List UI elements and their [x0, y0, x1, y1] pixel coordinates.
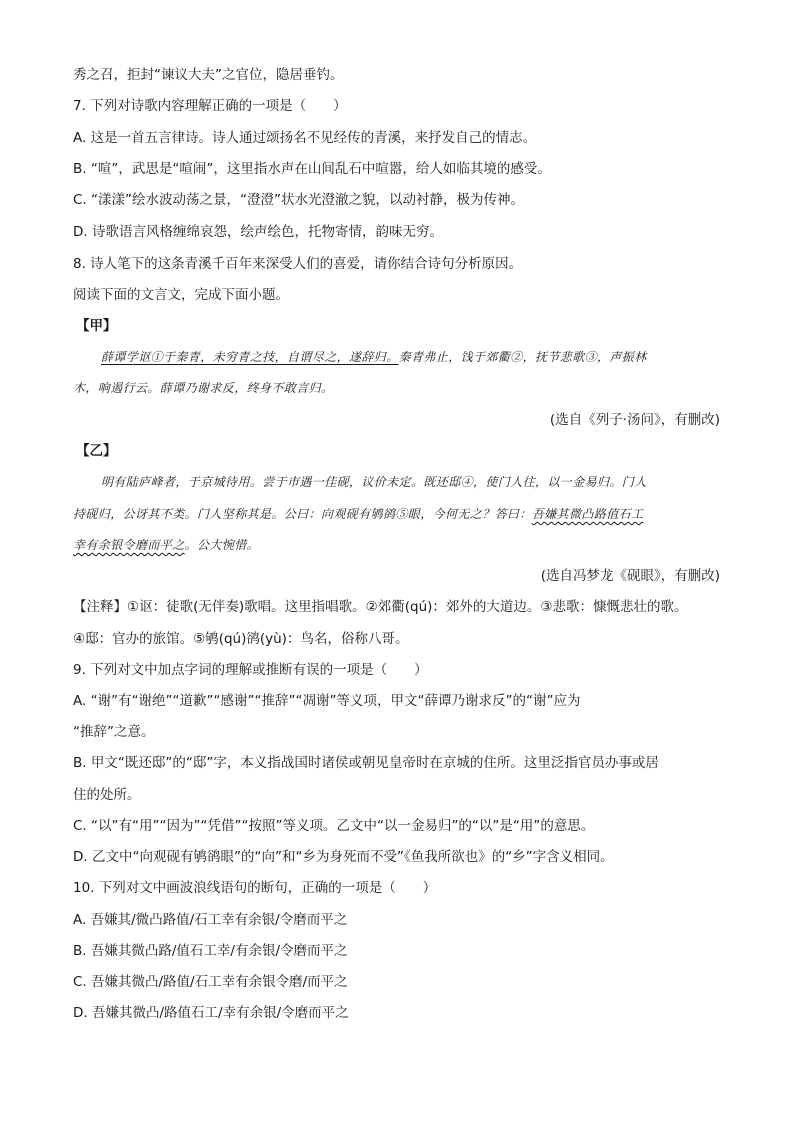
question-9: 9. 下列对文中加点字词的理解或推断有误的一项是（ ）: [73, 662, 428, 678]
option-7d: D. 诗歌语言风格缠绵哀怨，绘声绘色，托物寄情，韵味无穷。: [73, 224, 443, 240]
passage-jia-text: 秦青弗止，饯于郊衢②，抚节悲歌③，声振林: [398, 350, 647, 364]
option-10d: D. 吾嫌其微凸/路值石工/幸有余银/令磨而平之: [73, 1005, 349, 1021]
annotation-line-1: 【注释】①讴：徒歌(无伴奏)歌唱。这里指唱歌。②郊衢(qú)：郊外的大道边。③悲歌：慷慨悲壮的歌。: [73, 599, 688, 615]
option-9b: B. 甲文“既还邸”的“邸”字，本义指战国时诸侯或朝见皇帝时在京城的住所。这里泛指官员办事或居: [73, 755, 659, 771]
section-label-yi: 【乙】: [76, 443, 117, 459]
passage-yi-line-3: [73, 536, 723, 554]
passage-yi-text: 持砚归，公讶其不类。门人坚称其是。公曰：向观砚有鸲鹆⑤眼，今何无之？答曰：: [73, 507, 532, 521]
option-7a: A. 这是一首五言律诗。诗人通过颂扬名不见经传的青溪，来抒发自己的情志。: [73, 130, 537, 146]
option-9b-cont: 住的处所。: [73, 787, 141, 803]
option-10a: A. 吾嫌其/微凸路值/石工幸有余银/令磨而平之: [73, 912, 348, 928]
passage-text-line: 秀之召，拒封“谏议大夫”之官位，隐居垂钓。: [73, 67, 344, 83]
option-7b: B. “喧”，武思是“喧闹”，这里指水声在山间乱石中喧嚣，给人如临其境的感受。: [73, 161, 551, 177]
reading-instruction: 阅读下面的文言文，完成下面小题。: [73, 287, 289, 303]
section-label-jia: 【甲】: [76, 318, 117, 334]
option-9a: A. “谢”有“谢绝”“道歉”“感谢”“推辞”“凋谢”等义项，甲文“薛谭乃谢求反”的“谢”应为: [73, 693, 581, 709]
option-9c: C. “以”有“用”“因为”“凭借”“按照”等义项。乙文中“以一金易归”的“以”是“用”的意思。: [73, 818, 595, 834]
passage-yi-line-2: [73, 505, 723, 523]
passage-yi-text: 。公大惋惜。: [184, 538, 260, 552]
source-yi: (选自冯梦龙《砚眼》，有删改): [540, 568, 720, 584]
passage-jia-line-1: [101, 348, 721, 366]
annotation-line-2: ④邸：官办的旅馆。⑤鸲(qú)鹆(yù)：鸟名，俗称八哥。: [73, 631, 409, 647]
option-9d: D. 乙文中“向观砚有鸲鹆眼”的“向”和“乡为身死而不受”《鱼我所欲也》的“乡”字含义相同。: [73, 849, 614, 865]
option-7c: C. “漾漾”绘水波动荡之景，“澄澄”状水光澄澈之貌，以动衬静，极为传神。: [73, 192, 524, 208]
wavy-underlined-sentence: 幸有余银令磨而平之: [73, 538, 185, 552]
passage-yi-line-1: 明有陆庐峰者，于京城待用。尝于市遇一佳砚，议价未定。既还邸④，使门人往，以一金易归。门人: [101, 475, 647, 489]
question-7: 7. 下列对诗歌内容理解正确的一项是（ ）: [73, 98, 347, 114]
passage-jia-line-2: 木，响遏行云。薛谭乃谢求反，终身不敢言归。: [73, 381, 334, 395]
option-10c: C. 吾嫌其微凸/路值/石工幸有余银令磨/而平之: [73, 974, 348, 990]
question-8: 8. 诗人笔下的这条青溪千百年来深受人们的喜爱，请你结合诗句分析原因。: [73, 256, 523, 272]
passage-jia-underlined: 薛谭学讴①于秦青，未穷青之技，自谓尽之，遂辞归。: [101, 350, 399, 364]
source-jia: (选自《列子·汤问》，有删改): [549, 412, 720, 428]
option-9a-cont: “推辞”之意。: [73, 724, 155, 740]
option-10b: B. 吾嫌其微凸路/值石工幸/有余银/令磨而平之: [73, 943, 348, 959]
question-10: 10. 下列对文中画波浪线语句的断句，正确的一项是（ ）: [73, 880, 437, 896]
wavy-underlined-sentence: 吾嫌其微凸路值石工: [531, 507, 644, 521]
